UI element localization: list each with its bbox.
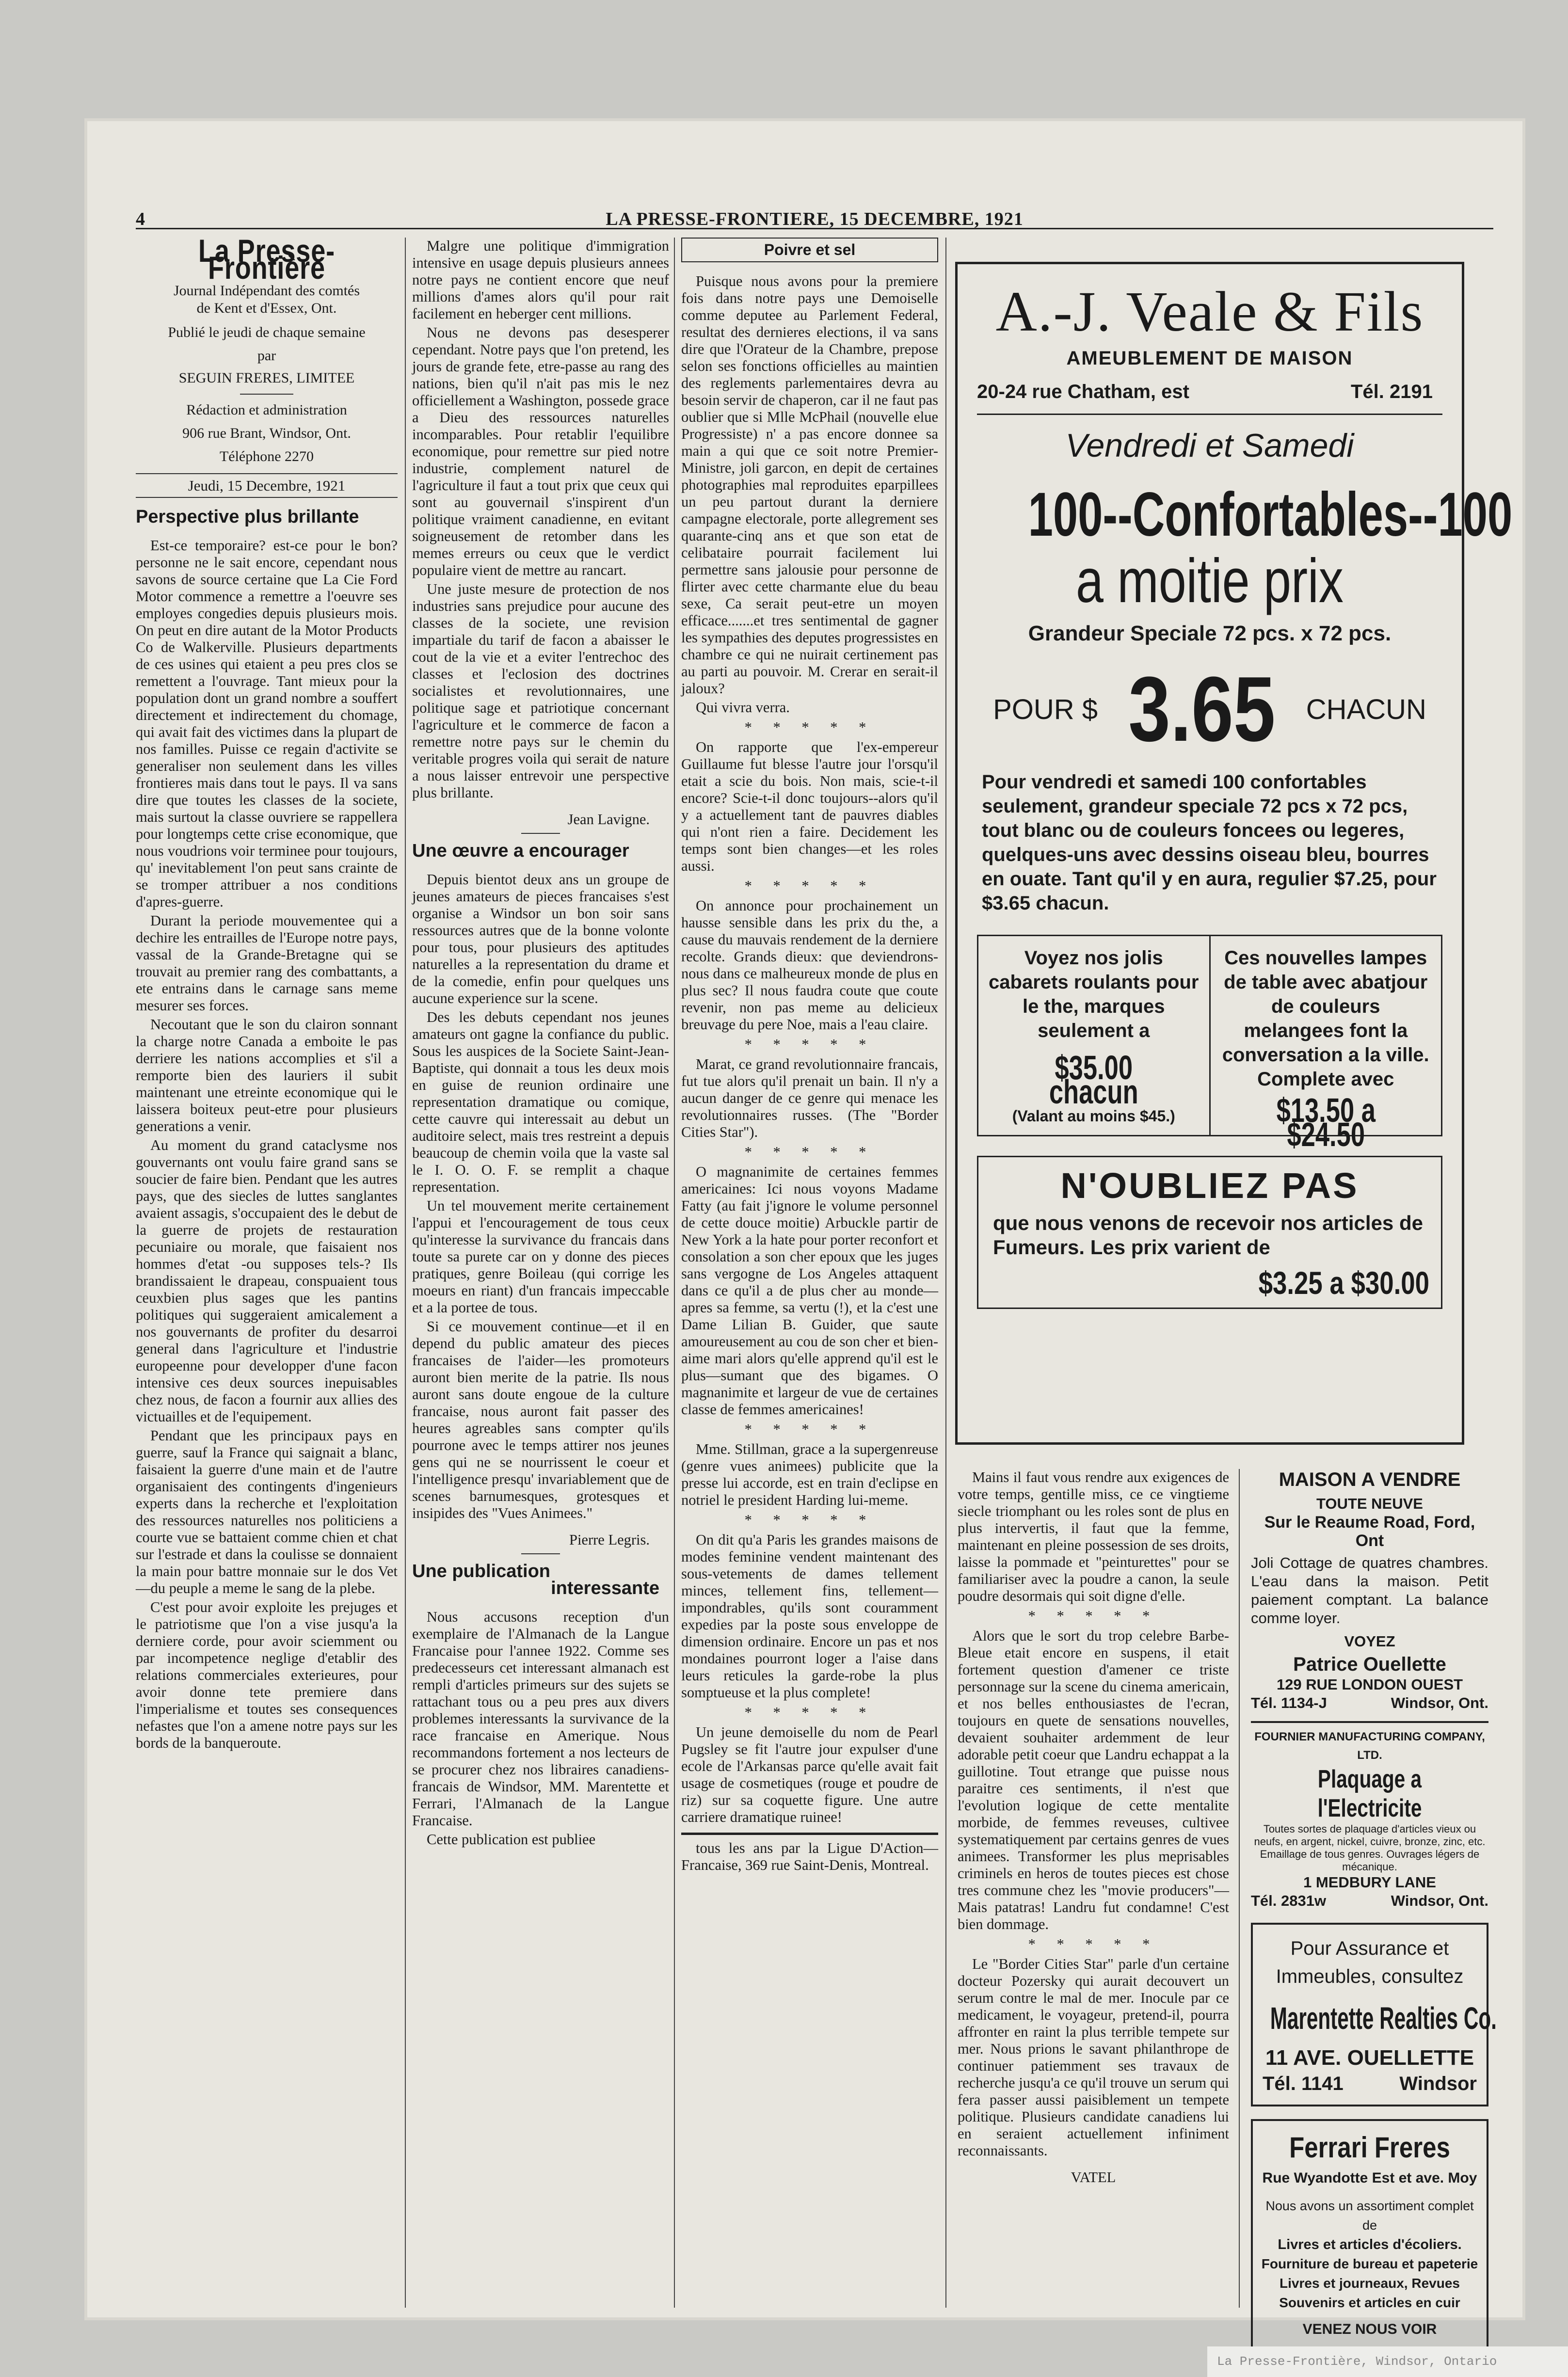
ad-pour: POUR xyxy=(993,693,1074,725)
oubliez-price: $3.25 a $30.00 xyxy=(1258,1265,1429,1301)
paragraph: Depuis bientot deux ans un groupe de jeunes amateurs de pieces francaises s'est organise a Windsor un bon soir sans ressources autres que de la bonne volonte pour tous, pour plusieurs des aptitudes naturelles a la representation du drame et de la comedie, enfin pour quelques uns aucune experience sur la scene. xyxy=(412,871,669,1006)
paragraph: Si ce mouvement continue—et il en depend du public amateur des pieces francaises de l'aider—les promoteurs auront bien merite de la patrie. Ils nous auront sans doute engoue de la culture francaise, nous auront fait passer des heures agreables sans compter qu'ils pourrone avec le temps attirer nos jeunes gens qui ne se nourrissent le coeur et l'intelligence presqu' invariablement que de scenes barnumesques, grotesques et insipides des "Vues Animees." xyxy=(412,1318,669,1521)
page-title: LA PRESSE-FRONTIERE, 15 DECEMBRE, 1921 xyxy=(606,209,1024,229)
ad-voyez: VOYEZ xyxy=(1344,1633,1395,1650)
ad-price: 3.65 xyxy=(1128,658,1276,761)
paragraph: Puisque nous avons pour la premiere fois dans notre pays une Demoiselle comme deputee au Parlement Federal, resultat des dernieres elections, il va sans dire que l'Orateur de la Chambre, prepose selon ses fonctions officielles au maintien des reglements parlementaires devra au besoin servir de chaperon, car il ne faut pas oublier que si Mlle McPhail (nouvelle elue Progressiste) n' a pas encore donnee sa main a qui que ce soit notre Premier-Ministre, joli garcon, en depit de certaines photographies mal reproduites eparpillees un peu partout durant la derniere campagne electorale, porte allegrement ses quarante-cinq ans et que son etat de celibataire pourrait facilement lui permettre sans jalousie pour personne de flirter avec cette charmante elue du beau sexe, Ca serait peut-etre un moyen efficace.......et tres sentimental de gagner les sympathies des deputes progressistes en chambre ce qui ne nuirait certinement pas au parti au pouvoir. M. Crerar en serait-il jaloux? xyxy=(681,273,938,697)
paragraph: Le "Border Cities Star" parle d'un certaine docteur Pozersky qui aurait decouvert un serum contre le mal de mer. Inocule par ce medicament, le voyageur, pretend-il, pourra affronter en raint la plus terrible tempete sur mer. Nous prions le savant philanthrope de continuer patiemment ses travaux de recherche jusqu'a ce qu'il trouve un serum qui fera passer aussi paisiblement un tempete politique. Plusieurs candidate canadiens lui en seraient actuellement infiniment reconnaissants. xyxy=(958,1956,1229,2159)
article-headline: Une œuvre a encourager xyxy=(412,841,629,861)
paragraph: On rapporte que l'ex-empereur Guillaume fut blesse l'autre jour l'orsqu'il etait a scie du bois. Non mais, scie-t-il encore? Scie-t-il donc toujours--alors qu'il y a actuellement tant de pauvres diables qui n'ont rien a faire. Decidement les temps sont bien changes—et les roles aussi. xyxy=(681,739,938,874)
masthead-line: Publié le jeudi de chaque semaine xyxy=(168,324,366,340)
separator-stars: * * * * * xyxy=(744,877,875,894)
lampes-offer xyxy=(1211,936,1441,1153)
separator-stars: * * * * * xyxy=(744,1036,875,1053)
divider xyxy=(240,394,293,395)
ad-headline: MAISON A VENDRE xyxy=(1279,1469,1461,1490)
ad-address-row xyxy=(958,369,1462,403)
paragraph: On dit qu'a Paris les grandes maisons de modes feminine vendent maintenant des sous-vetements de dames tellement minces, tellement fins, tellement—impondrables, qu'ils sont couramment expedies par la poste sous enveloppe de dimension ordinaire. Encore un pas et nos mondaines pourront loger a l'aise dans leurs reticules la garde-robe la plus somptueuse et la plus complete! xyxy=(681,1531,938,1701)
separator-stars: * * * * * xyxy=(744,1512,875,1528)
paragraph: Un jeune demoiselle du nom de Pearl Pugsley se fit l'autre jour expulser d'une ecole de l'Arkansas parce qu'elle avait fait usage de cosmetiques (rouge et poudre de riz) sur sa coquette figure. Une autre carriere dramatique ruinee! xyxy=(681,1724,938,1825)
column-4 xyxy=(958,1469,1229,2308)
marentette-ad xyxy=(1251,1923,1497,2106)
ad-line: Nous avons un assortiment complet de xyxy=(1265,2199,1474,2233)
masthead xyxy=(136,233,398,465)
byline: Pierre Legris. xyxy=(569,1531,650,1548)
ad-phone: Tél. 2831w xyxy=(1251,1892,1327,1909)
ad-description: Toutes sortes de plaquage d'articles vieux ou neufs, en argent, nickel, cuivre, bronze, zinc, etc. Emaillage de tous genres. Ouvrages légers de mécanique. xyxy=(1254,1823,1486,1873)
byline: VATEL xyxy=(1071,2169,1116,2186)
paragraph: Est-ce temporaire? est-ce pour le bon? personne ne le sait encore, cependant nous savons de source certaine que La Cie Ford Motor commence a remettre a l'oeuvre ses employes congedies depuis plusieurs mois. On peut en dire autant de la Motor Products Co de Walkerville. Plusieurs departments de ces usines qui etaient a peu pres clos se remettent a l'ouvrage. Tant mieux pour la population dont un grand nombre a souffert directement et indirectement du chomage, qui avait fait des victimes dans la plupart de nos familles. Puisse ce regain d'activite se generaliser non seulement dans les villes frontieres mais dans tout le pays. Il va sans dire que toutes les classes de la societe, mais surtout la classe ouvriere se rappellera pour longtemps cette crise economique, que nous voudrions voir terminee pour toujours, qu' inevitablement l'on peut sans crainte de se tromper attribuer a nos conditions d'apres-guerre. xyxy=(136,537,398,910)
paragraph: tous les ans par la Ligue D'Action—Francaise, 369 rue Saint-Denis, Montreal. xyxy=(681,1840,938,1873)
ad-line: Fourniture de bureau et papeterie xyxy=(1261,2256,1478,2271)
masthead-address: 906 rue Brant, Windsor, Ont. xyxy=(182,425,351,441)
ad-description: Pour vendredi et samedi 100 confortables seulement, grandeur speciale 72 pcs x 72 pcs, tout blanc ou de couleurs foncees ou legeres, quelques-uns avec dessins oiseau bleu, bourres en ouate. Tant qu'il y en aura, regulier $7.25, pour $3.65 chacun. xyxy=(982,771,1437,914)
ad-phone: Tél. 1134-J xyxy=(1251,1694,1327,1711)
ad-phone: Tél. 2191 xyxy=(1350,381,1433,402)
ad-address: Rue Wyandotte Est et ave. Moy xyxy=(1262,2170,1477,2186)
cabarets-offer xyxy=(978,936,1211,1135)
ad-address: 11 AVE. OUELLETTE xyxy=(1265,2046,1474,2070)
paragraph: Un tel mouvement merite certainement l'appui et l'encouragement de tous ceux qu'interesse la survivance du francais dans toute sa purete car on y donne des pieces pratiques, genre Boileau (qui corrige les moeurs en riant) d'un francais impeccable et a la portee de tous. xyxy=(412,1197,669,1316)
dateline: Jeudi, 15 Decembre, 1921 xyxy=(136,473,398,498)
article-headline: Une publication xyxy=(412,1561,550,1581)
offer-price: $35.00 chacun xyxy=(1049,1049,1138,1111)
archive-caption: La Presse-Frontière, Windsor, Ontario xyxy=(1207,2346,1568,2377)
ad-city: Windsor xyxy=(1399,2073,1477,2094)
ad-size: Grandeur Speciale 72 pcs. x 72 pcs. xyxy=(1028,622,1392,645)
separator-stars: * * * * * xyxy=(744,1421,875,1437)
ad-contact-row xyxy=(1258,2070,1482,2095)
article-headline: interessante xyxy=(551,1578,659,1598)
paragraph: Au moment du grand cataclysme nos gouvernants ont voulu faire grand sans se soucier de faire bien. Pendant que les autres pays, que des siecles de luttes sanglantes avaient assagis, s'occupaient des le debut de la guerre de projets de restauration pecuniaire ou morale, que faisaient nos hommes d'etat -ou supposes tels-? Ils brandissaient le drapeau, conspuaient tous ceuxbien plus sages que les pantins politiques qui suggeraient amicalement a nos gouvernants de profiter du desarroi general dans l'agriculture et l'industrie europeenne pour developper d'une facon intensive ces deux sources inepuisables chez nous, de facon a fournir aux allies des victuailles et de l'equipement. xyxy=(136,1137,398,1425)
ad-address: 129 RUE LONDON OUEST xyxy=(1276,1676,1463,1693)
paragraph: Malgre une politique d'immigration intensive en usage depuis plusieurs annees notre pays ne contient encore que neuf millions d'ames alors qu'il pour rait facilement en heberger cent millions. xyxy=(412,238,669,322)
divider xyxy=(521,1553,560,1554)
divider xyxy=(681,1833,938,1835)
masthead-name: La Presse-Frontière xyxy=(198,233,335,286)
offer-note: (Valant au moins $45.) xyxy=(1012,1107,1175,1125)
offer-price: $13.50 a $24.50 xyxy=(1276,1091,1376,1153)
divider xyxy=(521,833,560,834)
paragraph: Necoutant que le son du clairon sonnant la charge notre Canada a emboite le pas derriere les nations accomplies et s'il a remporte bien des lauriers il subit maintenant une etreinte economique qui le laissera boiteux peut-etre pour plusieurs generations a venir. xyxy=(136,1016,398,1134)
paragraph: Mains il faut vous rendre aux exigences de votre temps, gentille miss, ce ce vingtieme siecle triomphant ou les roles sont de plus en plus intervertis, il faut que la femme, maintenant en pleine possession de ses droits, laisse la pommade et "peinturettes" pour se familiariser avec la poudre a canon, la seule poudre desormais qui soit digne d'elle. xyxy=(958,1469,1229,1604)
column-2 xyxy=(412,238,669,2308)
paragraph: Nous ne devons pas desesperer cependant. Notre pays que l'on pretend, les jours de grande fete, etre-passe au rang des nations, bien qu'il n'ait pas mis le nez officiellement a Washington, possede grace a Dieu des ressources naturelles incomparables. Pour retablir l'equilibre economique, pour remettre sur pied notre industrie, complement naturel de l'agriculture il faut a tout prix que ceux qui sont au gouvernail s'inspirent d'un politique vraiment canadienne, en evitant soigneusement de retomber dans les memes erreurs ou ceux que le verdict populaire vient de mettre au rancart. xyxy=(412,324,669,578)
paragraph: Durant la periode mouvementee qui a dechire les entrailles de l'Europe notre pays, vassal de la Grande-Bretagne qui se trouvait au premier rang des combattants, a ete entrains dans le carnage sans meme mesurer ses forces. xyxy=(136,912,398,1014)
oubliez-text: que nous venons de recevoir nos articles de Fumeurs. Les prix varient de xyxy=(993,1212,1423,1259)
paragraph: Mme. Stillman, grace a la supergenreuse (genre vues animees) publicite que la presse lui accorde, est en train d'eclipse en notriel le president Harding lui-meme. xyxy=(681,1441,938,1508)
ferrari-ad xyxy=(1251,2119,1488,2349)
paragraph: C'est pour avoir exploite les prejuges et le patriotisme que l'on a vise jusqu'a la derniere corde, pour avoir sciemment ou par incompetence neglige d'etablir des relations commerciales exterieures, pour avoir donne tete premiere dans l'imperialisme et toutes ses consequences nefastes que l'on a amene notre pays sur les bords de la banqueroute. xyxy=(136,1599,398,1751)
separator-stars: * * * * * xyxy=(1028,1936,1159,1952)
separator-stars: * * * * * xyxy=(744,719,875,735)
oubliez-pas-box xyxy=(977,1156,1442,1309)
ad-headline: Plaquage a l'Electricite xyxy=(1317,1765,1422,1822)
ad-city: Windsor, Ont. xyxy=(1391,1694,1488,1711)
paragraph: O magnanimite de certaines femmes americaines: Ici nous voyons Madame Fatty (au fait j'ignore le volume personnel de cette douce moitie) Arbuckle partir de New York a la hate pour porter reconfort et consolation a son cher epoux que les juges sans vergogne de Los Angeles attaquent dans ce qu'il a de plus cher au monde—apres sa femme, sa vertu (!), et la c'est une Dame Lilian B. Guider, que saute amoureusement au cou de son cher et bien-aime mari alors qu'elle apprend qu'il est le plus—sumant que des bigames. O magnanimite et largeur de vue de certaines classe de femmes americaines! xyxy=(681,1164,938,1418)
paragraph: Marat, ce grand revolutionnaire francais, fut tue alors qu'il prenait un bain. Il n'y a aucun danger de ce genre qui menace les revolutionnaires russes. (The "Border Cities Star"). xyxy=(681,1056,938,1140)
byline: Jean Lavigne. xyxy=(567,811,650,828)
ad-cta: VENEZ NOUS VOIR xyxy=(1302,2321,1437,2337)
offer-text: Voyez nos jolis cabarets roulants pour le the, marques seulement a xyxy=(989,947,1199,1041)
masthead-admin: Rédaction et administration xyxy=(186,402,347,418)
ad-contact-name: Patrice Ouellette xyxy=(1293,1654,1446,1675)
paragraph: Une juste mesure de protection de nos industries sans prejudice pour aucune des classes de la societe, une revision impartiale du tarif de facon a abaisser le cout de la vie et a eviter l'entrechoc des classes et l'eclosion des doctrines socialistes et revolutionnaires, une politique sage et patriotique concernant l'agriculture et le commerce de facon a remettre notre pays sur le chemin du veritable progres voila qui serait de nature a nous laisser entrevoir une perspective plus brillante. xyxy=(412,581,669,801)
column-3 xyxy=(681,238,938,2308)
editorial-headline: Perspective plus brillante xyxy=(136,507,359,527)
paragraph: Nous accusons reception d'un exemplaire de l'Almanach de la Langue Francaise pour l'annee 1922. Comme ses predecesseurs cet interessant almanach est rempli d'articles primeurs sur des sujets se rattachant tous ou a peu pres aux divers problemes interessants la survivance de la race francaise en Amerique. Nous recommandons fortement a nos lecteurs de se procurer chez nos libraires canadiens-francais de Windsor, MM. Marentette et Ferrari, l'Almanach de la Langue Francaise. xyxy=(412,1609,669,1829)
page-number: 4 xyxy=(136,209,145,229)
veale-furniture-ad xyxy=(955,262,1513,1445)
ad-offer-boxes xyxy=(977,935,1442,1153)
ad-line: Livres et journeaux, Revues xyxy=(1280,2276,1460,2291)
paragraph: Alors que le sort du trop celebre Barbe-Bleue etait encore en suspens, il etait fortement question d'amener ce triste personnage sur la scene du cinema americain, et nos belles enthousiastes de l'ecran, toujours en quete de sensations nouvelles, devaient souhaiter ardemment de leur adorable petit coeur que Landru echappat a la guillotine. Tout etrange que puisse nous paraitre ces sentiments, il n'est que l'evolution logique de cette mentalite morbide, de femmes reveuses, cultivee systematiquement par certains genres de vues animees. Transformer les plus meprisables criminels en heros de toutes pieces est chose tres commune chez les "movie producers"—Mais patatras! Landru fut condamne! C'est bien dommage. xyxy=(958,1627,1229,1932)
ad-line: Souvenirs et articles en cuir xyxy=(1279,2295,1460,2310)
newspaper-page xyxy=(87,121,1522,2337)
ad-days: Vendredi et Samedi xyxy=(1065,427,1354,464)
ad-subtitle: TOUTE NEUVE xyxy=(1316,1495,1423,1512)
ad-description: Joli Cottage de quatres chambres. L'eau dans la maison. Petit paiement comptant. La balance comme loyer. xyxy=(1251,1554,1488,1627)
masthead-line: par xyxy=(257,348,276,364)
masthead-publisher: SEGUIN FRERES, LIMITEE xyxy=(178,370,355,386)
ad-line: Pour Assurance et xyxy=(1290,1938,1449,1959)
ad-company: Marentette Realties Co. xyxy=(1270,2001,1497,2036)
fournier-ad xyxy=(1251,1728,1488,1910)
ad-phone: Tél. 1141 xyxy=(1263,2073,1344,2094)
masthead-phone: Téléphone 2270 xyxy=(219,448,314,464)
ad-headline: 100--Confortables--100 xyxy=(1028,480,1513,549)
column-rule xyxy=(405,238,406,2308)
offer-text: Ces nouvelles lampes de table avec abatjour de couleurs melangees font la conversation a la ville. Complete avec xyxy=(1222,947,1429,1090)
ad-chacun: CHACUN xyxy=(1306,693,1426,725)
small-ads-column xyxy=(1251,1469,1497,2349)
page-header xyxy=(136,208,1493,229)
paragraph: Des les debuts cependant nos jeunes amateurs ont gagne la confiance du public. Sous les auspices de la Societe Saint-Jean-Baptiste, qui donnait a tous les deux mois en guise de reunion ordinaire une representation dramatique ou comique, cette cauvre qui interessait au debut un auditoire select, mais tres restreint a depuis beaucoup de chemin voila que la vaste sal le I. O. O. F. se remplit a chaque representation. xyxy=(412,1009,669,1195)
ad-line: Immeubles, consultez xyxy=(1276,1966,1464,1987)
column-1 xyxy=(136,233,398,2308)
ad-contact-row xyxy=(1251,1694,1488,1712)
separator-stars: * * * * * xyxy=(744,1704,875,1721)
divider xyxy=(977,414,1442,415)
ad-firm-name: A.-J. Veale & Fils xyxy=(995,280,1424,343)
separator-stars: * * * * * xyxy=(744,1144,875,1160)
section-headline: Poivre et sel xyxy=(681,238,938,262)
paragraph: Qui vivra verra. xyxy=(696,699,790,716)
separator-stars: * * * * * xyxy=(1028,1608,1159,1624)
ad-company: Ferrari Freres xyxy=(1289,2131,1450,2164)
masthead-line: de Kent et d'Essex, Ont. xyxy=(196,300,337,316)
oubliez-headline: N'OUBLIEZ PAS xyxy=(1060,1165,1359,1206)
divider xyxy=(1251,1721,1488,1723)
ad-company: FOURNIER MANUFACTURING COMPANY, LTD. xyxy=(1254,1730,1485,1762)
ad-dollar: $ xyxy=(1082,693,1098,725)
ad-headline-2: a moitie prix xyxy=(1076,546,1344,616)
ad-address: 1 MEDBURY LANE xyxy=(1303,1874,1436,1891)
column-rule xyxy=(1239,1469,1240,2308)
ad-line: Livres et articles d'écoliers. xyxy=(1278,2237,1462,2252)
column-rule xyxy=(674,238,675,2308)
ad-subtitle: AMEUBLEMENT DE MAISON xyxy=(1066,348,1353,369)
paragraph: Cette publication est publiee xyxy=(427,1831,596,1848)
ad-city: Windsor, Ont. xyxy=(1391,1892,1488,1909)
maison-ad xyxy=(1251,1469,1488,1712)
ad-price-row xyxy=(958,658,1462,761)
masthead-line: Journal Indépendant des comtés xyxy=(173,283,360,299)
column-rule xyxy=(945,238,946,2308)
paragraph: On annonce pour prochainement un hausse sensible dans les prix du the, a cause du mauvais rendement de la derniere recolte. Grands dieux: que deviendrons-nous dans ce malheureux monde de plus en plus sec? Il nous faudra coute que coute revenir, non pas meme au delicieux breuvage du pere Noe, mais a l'eau claire. xyxy=(681,897,938,1033)
ad-location: Sur le Reaume Road, Ford, Ont xyxy=(1264,1513,1475,1550)
ad-contact-row xyxy=(1251,1892,1488,1910)
paragraph: Pendant que les principaux pays en guerre, sauf la France qui saignait a blanc, faisaient la guerre d'une main et de l'autre organisaient des contingents d'ingenieurs experts dans la recherche et l'exploitation des ressources naturelles nos politiciens a courte vue se battaient comme chien et chat sur l'estrade et dans la coulisse se donnaient la main pour battre monnaie sur le dos Vet—du peuple a meme le sang de la plebe. xyxy=(136,1427,398,1596)
ad-address: 20-24 rue Chatham, est xyxy=(977,381,1189,402)
